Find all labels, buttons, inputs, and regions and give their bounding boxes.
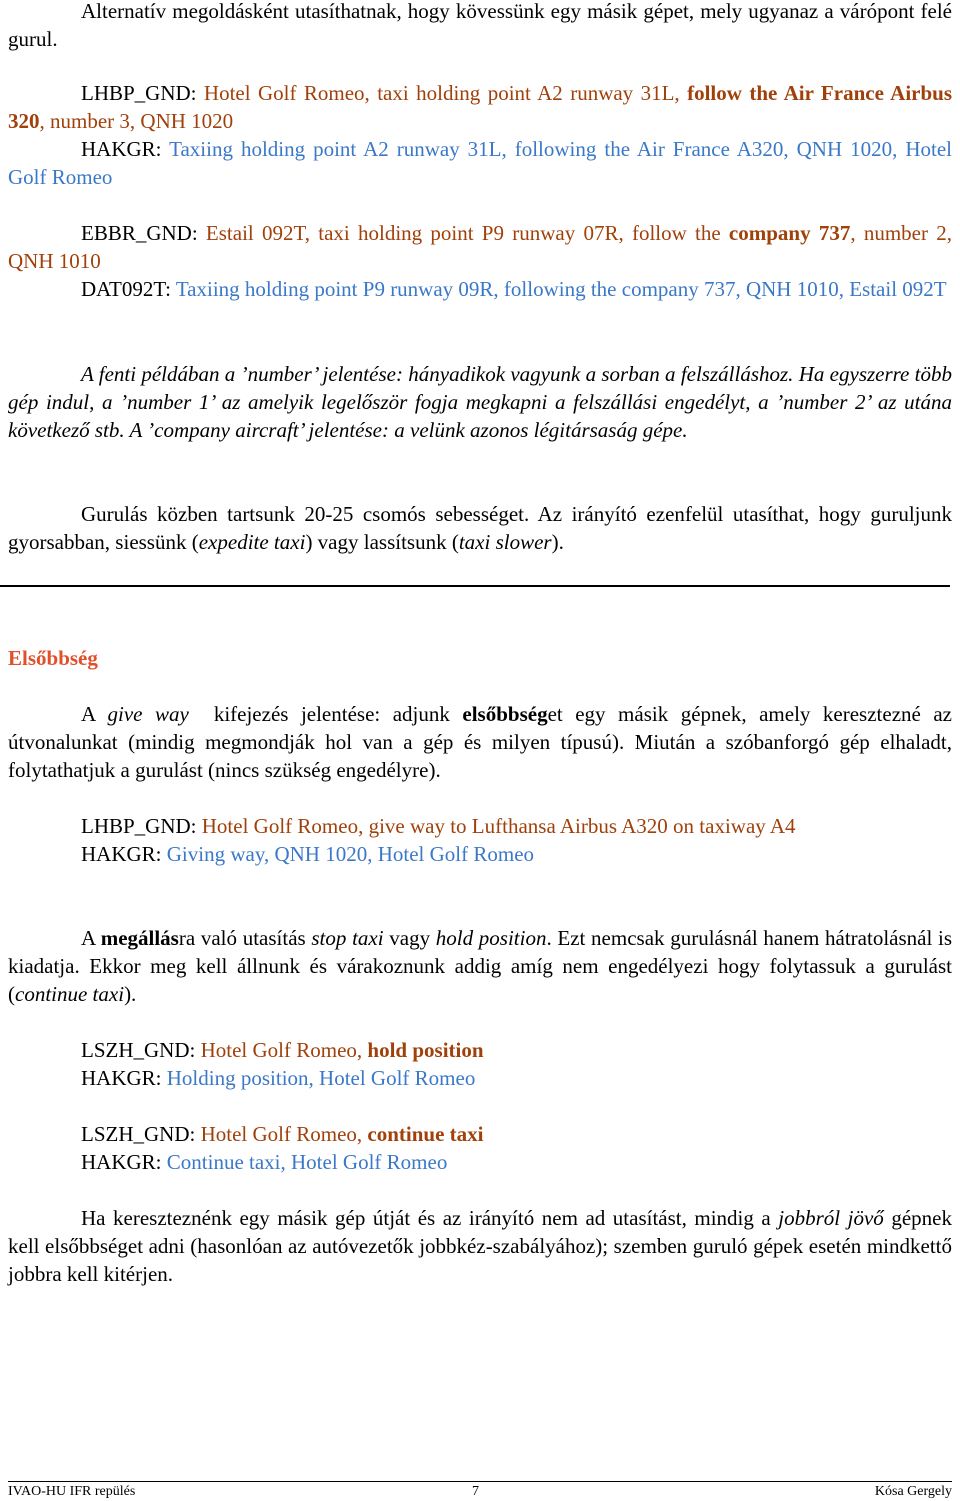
expedite-taxi-term: expedite taxi	[198, 530, 306, 554]
atc-instruction: Hotel Golf Romeo,	[195, 1038, 368, 1062]
pilot-readback: Giving way, QNH 1020, Hotel Golf Romeo	[161, 842, 535, 866]
pilot-readback: Taxiing holding point P9 runway 09R, following the company 737, QNH 1010, Estail 092T	[170, 277, 947, 301]
stop-taxi-paragraph	[8, 924, 952, 1008]
right-of-way-paragraph	[8, 1204, 952, 1288]
megallas-term: megállás	[100, 926, 179, 950]
atc-instruction: Hotel Golf Romeo, taxi holding point A2 runway 31L,	[196, 81, 688, 105]
example-give-way	[8, 812, 952, 868]
page-number: 7	[472, 1484, 479, 1499]
pilot-callsign: HAKGR:	[81, 1066, 162, 1090]
example-continue-taxi	[8, 1120, 952, 1176]
page-footer	[8, 1481, 952, 1499]
intro-text: Alternatív megoldásként utasíthatnak, hogy kövessünk egy másik gépet, mely ugyanaz a várópont felé gurul.	[8, 0, 952, 51]
atc-bold-instruction: company 737	[728, 221, 851, 245]
atc-line	[8, 1036, 952, 1064]
continue-taxi-term: continue taxi	[15, 982, 125, 1006]
pilot-line	[8, 275, 952, 303]
note-text: A fenti példában a ’number’ jelentése: hányadikok vagyunk a sorban a felszálláshoz. Ha egyszerre több gép indul, a ’number 1’ az amelyik legelőször fogja megkapni a felszállási engedélyt, a ’number 2’ az utána következő stb. A ’company aircraft’ jelentése: a velünk azonos légitársaság gépe.	[8, 362, 952, 442]
pilot-readback: Continue taxi, Hotel Golf Romeo	[161, 1150, 448, 1174]
pilot-callsign: DAT092T:	[81, 277, 171, 301]
atc-bold-instruction: follow the Air France Airbus 320	[8, 81, 953, 133]
atc-callsign: LHBP_GND:	[81, 814, 197, 838]
example-hold-position	[8, 1036, 952, 1092]
footer-title: IVAO-HU IFR repülés	[8, 1484, 136, 1499]
pilot-callsign: HAKGR:	[81, 137, 162, 161]
taxi-slower-term: taxi slower	[458, 530, 552, 554]
number-explanation	[8, 360, 952, 444]
section-heading: Elsőbbség	[8, 646, 98, 670]
atc-bold-instruction: hold position	[367, 1038, 484, 1062]
intro-paragraph	[8, 0, 952, 53]
pilot-readback: Taxiing holding point A2 runway 31L, following the Air France A320, QNH 1020, Hotel Golf Romeo	[8, 137, 952, 189]
give-way-text: A give way kifejezés jelentése: adjunk elsőbbséget egy másik gépnek, amely keresztezné az útvonalunkat (mindig megmondják hol van a gép és milyen típusú). Miután a szóbanforgó gép elhaladt, folytathatjuk a gurulást (nincs szükség engedélyre).	[8, 702, 952, 782]
example-follow-airfrance	[8, 79, 952, 191]
atc-line	[8, 219, 952, 275]
pilot-readback: Holding position, Hotel Golf Romeo	[161, 1066, 476, 1090]
atc-instruction: Estail 092T, taxi holding point P9 runway 07R, follow the	[197, 221, 729, 245]
hold-position-term: hold position	[435, 926, 547, 950]
atc-bold-instruction: continue taxi	[367, 1122, 484, 1146]
taxi-speed-paragraph	[8, 500, 952, 556]
speed-text: Gurulás közben tartsunk 20-25 csomós sebességet. Az irányító ezenfelül utasíthat, hogy guruljunk gyorsabban, siessünk (expedite taxi) vagy lassítsunk (taxi slower).	[8, 502, 952, 554]
stop-text: A megállásra való utasítás stop taxi vagy hold position. Ezt nemcsak gurulásnál hanem hátratolásnál is kiadatja. Ekkor meg kell állnunk és várakoznunk addig amíg nem engedélyezi hogy folytassuk a gurulást (continue taxi).	[8, 926, 952, 1006]
right-of-way-text: Ha kereszteznénk egy másik gép útját és az irányító nem ad utasítást, mindig a jobbról jövő gépnek kell elsőbbséget adni (hasonlóan az autóvezetők jobbkéz-szabályához); szemben guruló gépek esetén mindkettő jobbra kell kitérjen.	[8, 1206, 952, 1286]
atc-callsign: EBBR_GND:	[81, 221, 198, 245]
give-way-paragraph	[8, 700, 952, 784]
pilot-line	[8, 135, 952, 191]
atc-line	[8, 79, 952, 135]
footer-author: Kósa Gergely	[874, 1484, 952, 1499]
horizontal-divider	[0, 585, 950, 587]
pilot-callsign: HAKGR:	[81, 842, 162, 866]
jobbrol-jovo-term: jobbról jövő	[778, 1206, 884, 1230]
pilot-line	[8, 1148, 952, 1176]
atc-instruction: Hotel Golf Romeo, give way to Lufthansa Airbus A320 on taxiway A4	[196, 814, 796, 838]
example-follow-company	[8, 219, 952, 303]
atc-instruction-tail: , number 2, QNH 1010	[8, 221, 952, 273]
stop-taxi-term: stop taxi	[311, 926, 384, 950]
pilot-callsign: HAKGR:	[81, 1150, 162, 1174]
atc-callsign: LSZH_GND:	[81, 1122, 196, 1146]
atc-callsign: LSZH_GND:	[81, 1038, 196, 1062]
give-way-term: give way	[107, 702, 189, 726]
atc-line	[8, 812, 952, 840]
elsobbseg-term: elsőbbség	[462, 702, 548, 726]
atc-callsign: LHBP_GND:	[81, 81, 197, 105]
atc-instruction-tail: , number 3, QNH 1020	[39, 109, 234, 133]
atc-line	[8, 1120, 952, 1148]
pilot-line	[8, 840, 952, 868]
pilot-line	[8, 1064, 952, 1092]
atc-instruction: Hotel Golf Romeo,	[195, 1122, 368, 1146]
